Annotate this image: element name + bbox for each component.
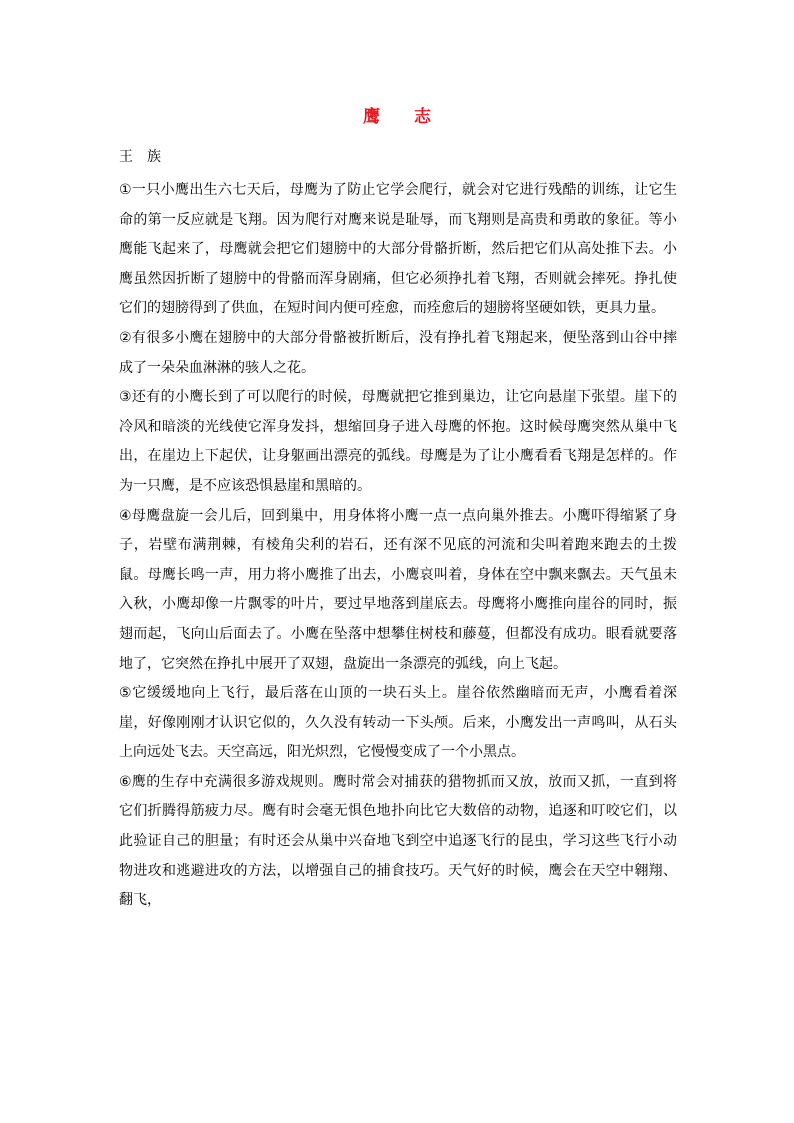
paragraph-6: ⑥鹰的生存中充满很多游戏规则。鹰时常会对捕获的猎物抓而又放，放而又抓，一直到将它们折腾得筋疲力尽。鹰有时会毫无惧色地扑向比它大数倍的动物，追逐和叮咬它们，以此验证自己的胆量；有时还会从巢中兴奋地飞到空中追逐飞行的昆虫，学习这些飞行小动物进攻和逃避进攻的方法，以增强自己的捕食技巧。天气好的时候，鹰会在天空中翱翔、翻飞， bbox=[119, 773, 677, 909]
article-body bbox=[119, 176, 677, 916]
paragraph-3: ③还有的小鹰长到了可以爬行的时候，母鹰就把它推到巢边，让它向悬崖下张望。崖下的冷风和暗淡的光线使它浑身发抖，想缩回身子进入母鹰的怀抱。这时候母鹰突然从巢中飞出，在崖边上下起伏，让身躯画出漂亮的弧线。母鹰是为了让小鹰看看飞翔是怎样的。作为一只鹰，是不应该恐惧悬崖和黑暗的。 bbox=[119, 389, 677, 494]
paragraph-5: ⑤它缓缓地向上飞行，最后落在山顶的一块石头上。崖谷依然幽暗而无声，小鹰看着深崖，好像刚刚才认识它似的，久久没有转动一下头颅。后来，小鹰发出一声鸣叫，从石头上向远处飞去。天空高远，阳光炽烈，它慢慢变成了一个小黑点。 bbox=[119, 685, 677, 761]
paragraph-4: ④母鹰盘旋一会儿后，回到巢中，用身体将小鹰一点一点向巢外推去。小鹰吓得缩紧了身子，岩壁布满荆棘，有棱角尖利的岩石，还有深不见底的河流和尖叫着跑来跑去的土拨鼠。母鹰长鸣一声，用力将小鹰推了出去，小鹰哀叫着，身体在空中飘来飘去。天气虽未入秋，小鹰却像一片飘零的叶片，要过早地落到崖底去。母鹰将小鹰推向崖谷的同时，振翅而起，飞向山后面去了。小鹰在坠落中想攀住树枝和藤蔓，但都没有成功。眼看就要落地了，它突然在挣扎中展开了双翅，盘旋出一条漂亮的弧线，向上飞起。 bbox=[119, 507, 677, 672]
paragraph-2: ②有很多小鹰在翅膀中的大部分骨骼被折断后，没有挣扎着飞翔起来，便坠落到山谷中摔成了一朵朵血淋淋的骇人之花。 bbox=[119, 329, 677, 376]
paragraph-1: ①一只小鹰出生六七天后，母鹰为了防止它学会爬行，就会对它进行残酷的训练，让它生命的第一反应就是飞翔。因为爬行对鹰来说是耻辱，而飞翔则是高贵和勇敢的象征。等小鹰能飞起来了，母鹰就会把它们翅膀中的大部分骨骼折断，然后把它们从高处推下去。小鹰虽然因折断了翅膀中的骨骼而浑身剧痛，但它必须挣扎着飞翔，否则就会摔死。挣扎使它们的翅膀得到了供血，在短时间内便可痊愈，而痊愈后的翅膀将坚硬如铁，更具力量。 bbox=[119, 182, 677, 317]
author-line bbox=[119, 145, 161, 169]
title-char-2: 志 bbox=[414, 107, 431, 127]
article-title bbox=[0, 104, 794, 130]
title-char-1: 鹰 bbox=[363, 107, 380, 127]
author-char-1: 王 bbox=[119, 149, 133, 165]
author-char-2: 族 bbox=[147, 149, 161, 165]
